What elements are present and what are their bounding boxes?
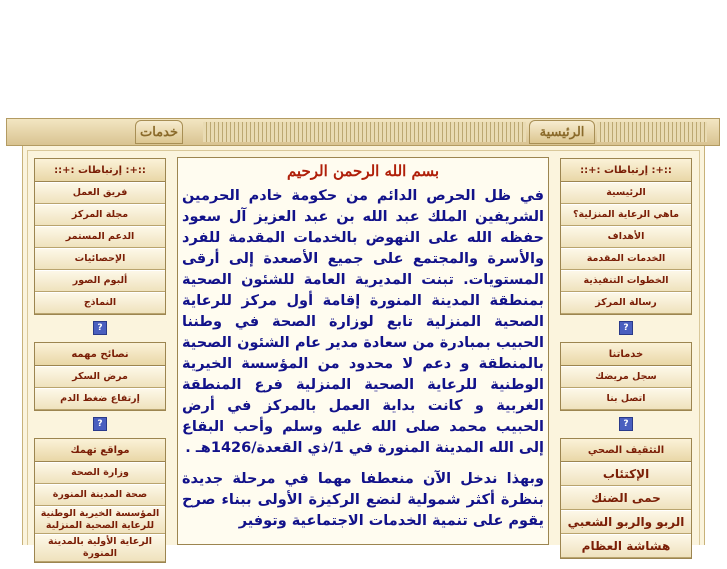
- sidebar-item-goals[interactable]: الأهداف: [561, 226, 691, 248]
- sidebar-item-national-foundation[interactable]: المؤسسة الخيرية الوطنية للرعاية الصحية المنزلية: [35, 506, 165, 534]
- services-box-title: خدماتنا: [561, 343, 691, 366]
- sidebar-item-photo-album[interactable]: ألبوم الصور: [35, 270, 165, 292]
- help-icon[interactable]: ?: [93, 321, 107, 335]
- page-title: بسم الله الرحمن الرحيم: [286, 162, 440, 180]
- tab-services[interactable]: خدمات: [135, 120, 183, 144]
- sidebar-item-forms[interactable]: النماذج: [35, 292, 165, 314]
- links-box-title: ::+: إرتباطات :+::: [35, 159, 165, 182]
- left-sidebar: [34, 158, 166, 569]
- sidebar-item-home[interactable]: الرئيسية: [561, 182, 691, 204]
- sidebar-item-ministry-of-health[interactable]: وزارة الصحة: [35, 462, 165, 484]
- sidebar-item-services-offered[interactable]: الخدمات المقدمة: [561, 248, 691, 270]
- sidebar-item-executive-steps[interactable]: الخطوات التنفيذية: [561, 270, 691, 292]
- sidebar-item-diabetes[interactable]: مرض السكر: [35, 366, 165, 388]
- links-box-right: [560, 158, 692, 315]
- content-panel: [177, 157, 549, 545]
- decorative-stripes: [597, 122, 707, 142]
- sidebar-item-center-message[interactable]: رسالة المركز: [561, 292, 691, 314]
- links-box-title: ::+: إرتباطات :+::: [561, 159, 691, 182]
- help-icon[interactable]: ?: [619, 321, 633, 335]
- tab-home[interactable]: الرئيسية: [529, 120, 595, 144]
- services-box: [560, 342, 692, 411]
- sites-box-title: مواقع تهمك: [35, 439, 165, 462]
- sidebar-item-continuous-support[interactable]: الدعم المستمر: [35, 226, 165, 248]
- sites-box: [34, 438, 166, 563]
- sidebar-item-dengue-fever[interactable]: حمى الضنك: [561, 486, 691, 510]
- health-education-title: التثقيف الصحي: [561, 439, 691, 462]
- intro-paragraph: في ظل الحرص الدائم من حكومة خادم الحرمين الشريفين الملك عبد الله بن عبد العزيز آل سعود حفظه الله على النهوض بالخدمات المقدمة للفرد والأسرة والمجتمع على جميع الأصعدة إلى أرقى المستويات. تبنت المديرية العامة للشئون الصحية بمنطقة المدينة المنورة إقامة أول مركز للرعاية الصحية المنزلية تابع لوزارة الصحة في وطننا الحبيب بمبادرة من سعادة مدير عام الشئون الصحية بالمنطقة و دعم لا محدود من المؤسسة الخيرية الوطنية للرعاية الصحية المنزلية فرع المنطقة الغربية و كانت بداية العمل بالمركز في أرض الحبيب محمد صلى الله عليه وسلم وأحب البقاع إلى الله المدينة المنورة في 1/ذي القعدة/1426هـ .: [182, 188, 544, 456]
- sidebar-item-depression[interactable]: الإكتئاب: [561, 462, 691, 486]
- links-box-left: [34, 158, 166, 315]
- sidebar-item-team[interactable]: فريق العمل: [35, 182, 165, 204]
- advice-box-title: نصائح مهمه: [35, 343, 165, 366]
- health-education-box: [560, 438, 692, 559]
- top-navigation-bar: [6, 118, 720, 146]
- sidebar-item-what-is-home-care[interactable]: ماهي الرعاية المنزلية؟: [561, 204, 691, 226]
- sidebar-item-hypertension[interactable]: إرتفاع ضغط الدم: [35, 388, 165, 410]
- advice-box: [34, 342, 166, 411]
- help-icon[interactable]: ?: [619, 417, 633, 431]
- decorative-stripes: [203, 122, 526, 142]
- sidebar-item-statistics[interactable]: الإحصائيات: [35, 248, 165, 270]
- sidebar-item-osteoporosis[interactable]: هشاشة العظام: [561, 534, 691, 558]
- sidebar-item-primary-care[interactable]: الرعاية الأولية بالمدينة المنورة: [35, 534, 165, 562]
- sidebar-item-register-patient[interactable]: سجل مريضك: [561, 366, 691, 388]
- sidebar-item-madinah-health[interactable]: صحة المدينة المنورة: [35, 484, 165, 506]
- sidebar-item-asthma[interactable]: الربو والربو الشعبي: [561, 510, 691, 534]
- second-paragraph: وبهذا ندخل الآن منعطفا مهما في مرحلة جديدة بنظرة أكثر شمولية لنضع الركيزة الأولى ببناء صرح يقوم على تنمية الخدمات الاجتماعية وتوفير: [182, 471, 544, 529]
- sidebar-item-contact-us[interactable]: اتصل بنا: [561, 388, 691, 410]
- help-icon[interactable]: ?: [93, 417, 107, 431]
- right-sidebar: [560, 158, 692, 565]
- sidebar-item-center-magazine[interactable]: مجلة المركز: [35, 204, 165, 226]
